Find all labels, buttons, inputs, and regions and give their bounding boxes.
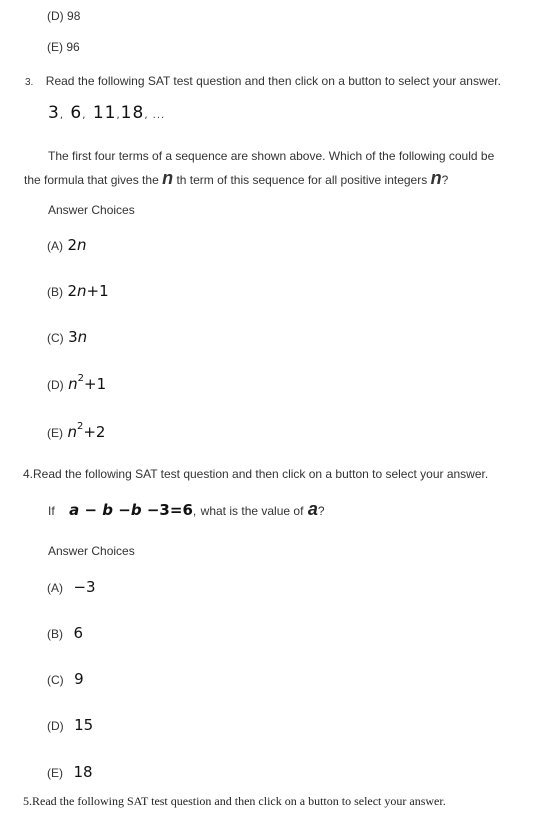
choice-value: 15: [74, 716, 94, 734]
if-word: If: [48, 504, 55, 518]
seq-term-1: 3: [48, 103, 60, 123]
seq-term-4: 18: [120, 103, 145, 123]
q4-choice-c[interactable]: [47, 670, 84, 689]
q4-choice-e[interactable]: [47, 763, 93, 782]
choice-letter: (A): [47, 239, 63, 253]
seq-sep: ,: [116, 110, 121, 121]
choice-value: 9: [74, 670, 84, 688]
choice-letter: (E): [47, 40, 63, 54]
q5-instruction: Read the following SAT test question and then click on a button to select your answer.: [32, 794, 446, 808]
q3-choice-b[interactable]: [47, 282, 109, 301]
choice-letter: (D): [47, 378, 64, 392]
choice-letter: (B): [47, 285, 63, 299]
q4-stem: If a − b −b −3=6, what is the value of a?: [48, 499, 325, 519]
q5-instruction-line: [23, 794, 446, 809]
choice-letter: (D): [47, 719, 64, 733]
q3-choice-d[interactable]: [47, 375, 106, 394]
seq-ellipsis: , ...: [144, 110, 166, 121]
choice-expr: 2n: [67, 236, 87, 254]
q3-choice-a[interactable]: [47, 236, 87, 255]
q3-stem-line1: The first four terms of a sequence are shown above. Which of the following could be: [48, 149, 495, 163]
q3-instruction: Read the following SAT test question and then click on a button to select your answer.: [45, 74, 501, 88]
q3-sequence: [48, 103, 165, 123]
q4-choice-a[interactable]: [47, 578, 96, 597]
choice-value: 98: [67, 9, 81, 23]
q4-instruction: Read the following SAT test question and then click on a button to select your answer.: [33, 467, 489, 481]
choice-expr: 2n+1: [67, 282, 109, 300]
stem-text-a: the formula that gives the: [24, 173, 159, 187]
choice-expr: 3n: [68, 328, 88, 346]
q3-instruction-line: [25, 72, 501, 90]
choice-value: 96: [66, 40, 80, 54]
q4-choice-d[interactable]: [47, 716, 93, 735]
q3-stem-line2: [24, 168, 448, 189]
choice-letter: (B): [47, 627, 63, 641]
choice-value: 6: [73, 624, 83, 642]
q3-choice-c[interactable]: [47, 328, 87, 347]
choice-value: 18: [73, 763, 93, 781]
choice-value: −3: [73, 578, 96, 596]
q4-answer-choices-label: Answer Choices: [48, 544, 135, 558]
choice-letter: (C): [47, 673, 64, 687]
q4-equation: a − b −b −3=6: [69, 501, 193, 519]
stem-text-b: th term of this sequence for all positive integers: [176, 173, 428, 187]
q4-number: 4.: [23, 467, 34, 481]
choice-expr: $n^2+1$: [68, 373, 107, 393]
prev-choice-d[interactable]: [47, 9, 80, 23]
stem-end: ?: [441, 173, 449, 187]
choice-letter: (E): [47, 766, 63, 780]
q4-choice-b[interactable]: [47, 624, 83, 643]
q3-number: 3.: [25, 77, 34, 88]
choice-letter: (A): [47, 581, 63, 595]
q3-answer-choices-label: Answer Choices: [48, 203, 135, 217]
seq-term-2: 6: [70, 103, 83, 123]
q5-number: 5.: [23, 794, 32, 808]
stem-var-n2: n: [430, 168, 442, 188]
seq-sep: ,: [59, 110, 65, 121]
choice-expr: $n^2+2$: [67, 421, 106, 441]
q4-question-text: what is the value of: [200, 504, 304, 518]
choice-letter: (E): [47, 426, 63, 440]
seq-term-3: 11: [92, 103, 117, 123]
seq-sep: ,: [82, 110, 87, 121]
q4-question-var: a: [307, 499, 318, 519]
stem-var-n: n: [162, 168, 174, 188]
q3-choice-e[interactable]: [47, 423, 105, 442]
choice-letter: (D): [47, 9, 64, 23]
prev-choice-e[interactable]: [47, 40, 80, 54]
q4-instruction-line: [23, 465, 488, 483]
choice-letter: (C): [47, 331, 64, 345]
